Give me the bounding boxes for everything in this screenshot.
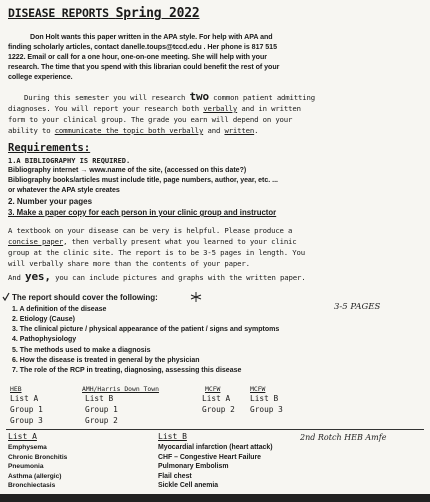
mcfw-1-assignments: List A Group 2 — [202, 394, 235, 414]
handwritten-pages-note: 3-5 PAGES — [334, 302, 381, 312]
para1-line-2: diagnoses. You will report your research both verbally and in written — [8, 104, 301, 113]
heb-assignments: List A Group 1 Group 3 — [10, 394, 43, 425]
report-item-4: 4. Pathophysiology — [12, 336, 77, 343]
report-item-1: 1. A definition of the disease — [12, 306, 107, 313]
para2-line-4: will verbally share more than the contents of your paper. — [8, 259, 250, 268]
para1-line-1: During this semester you will research two common patient admitting — [24, 90, 316, 103]
emphasis-two: two — [189, 90, 209, 103]
handwritten-rotation-note: 2nd Rotch HEB Amfe — [300, 433, 387, 442]
para1-line-3: form to your clinical group. The grade you earn will depend on your — [8, 115, 293, 124]
requirement-1a: Bibliography internet → www.name of the site, (accessed on this date?) — [8, 167, 247, 174]
page-title — [8, 6, 200, 21]
requirement-2: 2. Number your pages — [8, 197, 93, 206]
report-item-5: 5. The methods used to make a diagnosis — [12, 347, 151, 354]
list-a-heading: List A — [8, 432, 37, 441]
site-header-mcfw-1: MCFW — [205, 385, 221, 393]
section-divider — [6, 429, 424, 430]
site-header-heb: HEB — [10, 385, 22, 393]
para2-line-2: concise paper, then verbally present what you learned to your clinic — [8, 237, 297, 246]
requirement-1: 1.A BIBLIOGRAPHY IS REQUIRED. — [8, 157, 131, 165]
intro-line-2: finding scholarly articles, contact danelle.toups@tccd.edu . Her phone is 817 515 — [8, 43, 277, 51]
site-header-amh: AMH/Harris Down Town — [82, 385, 159, 393]
list-b-heading: List B — [158, 432, 187, 441]
title-text: DISEASE REPORTS — [8, 6, 109, 20]
mcfw-2-assignments: List B Group 3 — [250, 394, 283, 414]
para2-line-3: group at the clinic site. The report is to be 3-5 pages in length. You — [8, 248, 306, 257]
star-icon — [190, 291, 202, 303]
intro-line-5: college experience. — [8, 73, 73, 81]
requirements-heading: Requirements: — [8, 142, 91, 154]
requirement-3: 3. Make a paper copy for each person in your clinic group and instructor — [8, 208, 277, 217]
report-item-7: 7. The role of the RCP in treating, diagnosing, assessing this disease — [12, 367, 242, 374]
para2-line-5: And yes, you can include pictures and graphs with the written paper. — [8, 270, 306, 283]
title-term: Spring 2022 — [115, 6, 200, 21]
intro-line-4: research. The time that you spend with this librarian could benefit the rest of your — [8, 63, 280, 71]
report-item-3: 3. The clinical picture / physical appearance of the patient / signs and symptoms — [12, 326, 280, 333]
site-header-mcfw-2: MCFW — [250, 385, 266, 393]
intro-line-3: 1222. Email or call for a one hour, one-on-one meeting. She will help with your — [8, 53, 267, 61]
scan-edge — [0, 494, 430, 502]
requirement-1c: or whatever the APA style creates — [8, 187, 120, 194]
checkmark-icon — [2, 292, 10, 302]
list-b-items: Myocardial infarction (heart attack) CHF – Congestive Heart Failure Pulmonary Embolism Flail chest Sickle Cell anemia — [158, 444, 273, 490]
amh-assignments: List B Group 1 Group 2 — [85, 394, 118, 425]
intro-line-1: Don Holt wants this paper written in the APA style. For help with APA and — [30, 33, 273, 41]
report-item-6: 6. How the disease is treated in general by the physician — [12, 357, 200, 364]
list-a-items: Emphysema Chronic Bronchitis Pneumonia Asthma (allergic) Bronchiectasis — [8, 444, 68, 490]
para2-line-1: A textbook on your disease can be very is helpful. Please produce a — [8, 226, 293, 235]
emphasis-yes: yes, — [24, 270, 51, 283]
report-item-2: 2. Etiology (Cause) — [12, 316, 76, 323]
report-heading: The report should cover the following: — [12, 293, 158, 302]
requirement-1b: Bibliography books/articles must include title, page numbers, author, year, etc. ... — [8, 177, 278, 184]
para1-line-4: ability to communicate the topic both verbally and written. — [8, 126, 259, 135]
